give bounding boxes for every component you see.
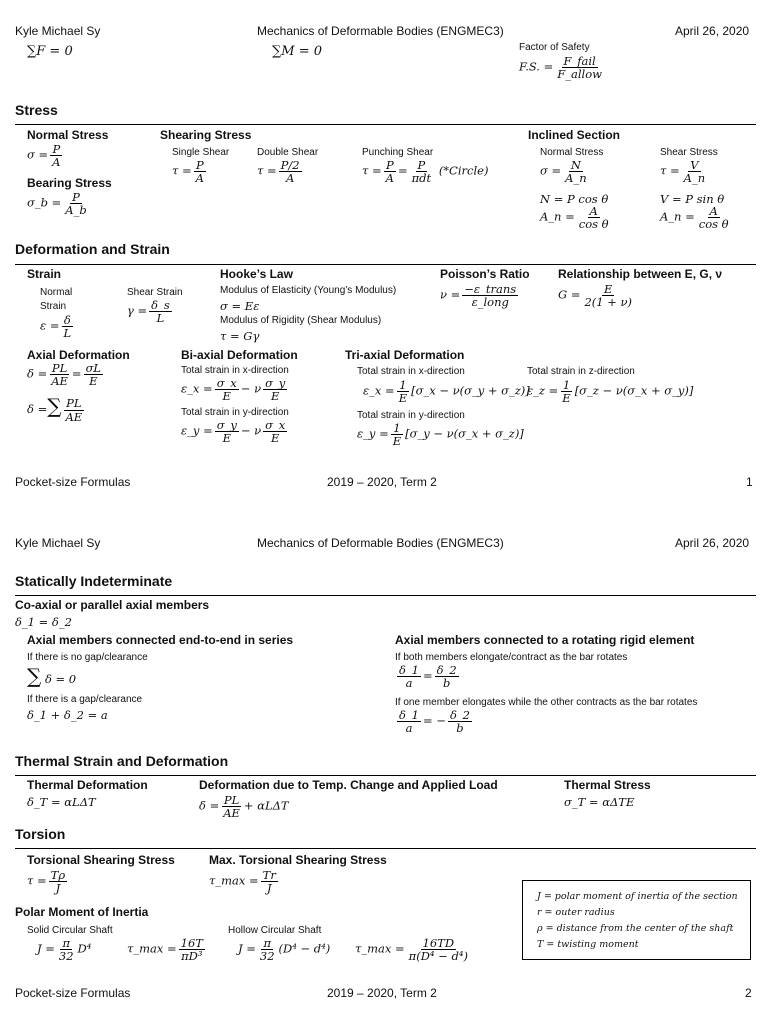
- biaxial-y-label: Total strain in y-direction: [181, 407, 289, 418]
- header-course: Mechanics of Deformable Bodies (ENGMEC3): [257, 536, 504, 550]
- axial-deformation-title: Axial Deformation: [27, 348, 130, 362]
- header-author: Kyle Michael Sy: [15, 24, 101, 38]
- triaxial-z-formula: ε_z = $\frac{1}{E}$ [σ_z − ν(σ_x + σ_y)]: [527, 378, 694, 406]
- section-deformation: Deformation and Strain: [15, 241, 170, 257]
- footer-page-number: 2: [745, 986, 752, 1000]
- footer-term: 2019 – 2020, Term 2: [327, 986, 437, 1000]
- section-thermal: Thermal Strain and Deformation: [15, 753, 229, 769]
- polar-moment-title: Polar Moment of Inertia: [15, 905, 149, 919]
- section-stress: Stress: [15, 102, 58, 118]
- triaxial-y-formula: ε_y = $\frac{1}{E}$ [σ_y − ν(σ_x + σ_z)]: [357, 421, 524, 449]
- poisson-ratio-title: Poisson’s Ratio: [440, 267, 530, 281]
- max-torsional-stress-title: Max. Torsional Shearing Stress: [209, 853, 387, 867]
- solid-max-stress-formula: τ_max = $\frac{16T}{\text{πD³}}$: [127, 936, 203, 964]
- strain-title: Strain: [27, 267, 62, 281]
- triaxial-z-label: Total strain in z-direction: [527, 366, 635, 377]
- section-indeterminate: Statically Indeterminate: [15, 573, 173, 589]
- sum-forces: ∑F = 0: [27, 44, 73, 59]
- variable-legend-box: [522, 880, 751, 960]
- poisson-ratio-formula: ν = $\frac{\text{−ε\_trans}}{\text{ε\_long}}$: [440, 282, 517, 310]
- legend-line: J = polar moment of inertia of the section: [537, 891, 738, 902]
- axial-deformation-formula: δ = $\frac{PL}{AE}$ = $\frac{\sigma L}{E}$: [27, 361, 102, 389]
- divider: [15, 264, 756, 265]
- inclined-normal-force: N = P cos θ: [540, 192, 609, 206]
- shear-strain-label: Shear Strain: [127, 287, 183, 298]
- coaxial-formula: δ_1 = δ_2: [15, 615, 72, 629]
- inclined-shear-area: A_n = $\frac{A}{\text{cos θ}}$: [660, 204, 729, 232]
- footer-left: Pocket-size Formulas: [15, 986, 131, 1000]
- sum-moments: ∑M = 0: [272, 44, 323, 59]
- no-gap-label: If there is no gap/clearance: [27, 652, 148, 663]
- triaxial-y-label: Total strain in y-direction: [357, 410, 465, 421]
- normal-stress-title: Normal Stress: [27, 128, 109, 142]
- fos-label: Factor of Safety: [519, 42, 590, 53]
- normal-strain-label-2: Strain: [40, 301, 67, 312]
- temp-load-title: Deformation due to Temp. Change and Applied Load: [199, 778, 498, 792]
- hookes-law-title: Hooke’s Law: [220, 267, 293, 281]
- bearing-stress-formula: σ_b = $\frac{P}{A\_b}$: [27, 190, 87, 218]
- gap-label: If there is a gap/clearance: [27, 694, 143, 705]
- triaxial-x-label: Total strain in x-direction: [357, 366, 465, 377]
- header-course: Mechanics of Deformable Bodies (ENGMEC3): [257, 24, 504, 38]
- young-modulus-formula: σ = Eε: [220, 299, 260, 313]
- shear-strain-formula: γ = $\frac{\delta\_s}{L}$: [127, 298, 170, 326]
- inclined-shear-label: Shear Stress: [660, 147, 718, 158]
- section-torsion: Torsion: [15, 826, 66, 842]
- inclined-normal-formula: σ = $\frac{N}{A\_n}$: [540, 158, 587, 186]
- hollow-max-stress-formula: τ_max = $\frac{16TD}{\text{π(D⁴ − d⁴)}}$: [355, 936, 468, 964]
- biaxial-deformation-title: Bi-axial Deformation: [181, 348, 298, 362]
- header-author: Kyle Michael Sy: [15, 536, 101, 550]
- bearing-stress-title: Bearing Stress: [27, 176, 112, 190]
- rigidity-modulus-label: Modulus of Rigidity (Shear Modulus): [220, 315, 382, 326]
- thermal-deformation-title: Thermal Deformation: [27, 778, 148, 792]
- biaxial-x-label: Total strain in x-direction: [181, 365, 289, 376]
- triaxial-x-formula: ε_x = $\frac{1}{E}$ [σ_x − ν(σ_y + σ_z)]: [363, 378, 530, 406]
- divider: [15, 848, 756, 849]
- triaxial-deformation-title: Tri-axial Deformation: [345, 348, 465, 362]
- fos-formula: F.S. = $\frac{\text{F\_fail}}{\text{F\_allow}}$: [519, 54, 602, 82]
- single-shear-label: Single Shear: [172, 147, 230, 158]
- max-torsional-stress-formula: τ_max = $\frac{Tr}{J}$: [209, 868, 276, 896]
- footer-term: 2019 – 2020, Term 2: [327, 475, 437, 489]
- shearing-stress-title: Shearing Stress: [160, 128, 252, 142]
- hollow-polar-formula: J = $\frac{\pi}{32}$ (D⁴ − d⁴): [238, 936, 331, 964]
- double-shear-formula: τ = $\frac{P/2}{A}$: [257, 158, 300, 186]
- inclined-section-title: Inclined Section: [528, 128, 621, 142]
- thermal-stress-title: Thermal Stress: [564, 778, 651, 792]
- punching-shear-formula: τ = $\frac{P}{A}$ = $\frac{P}{\text{πdt}}$ (*Circle): [362, 158, 489, 186]
- divider: [15, 124, 756, 125]
- hollow-shaft-label: Hollow Circular Shaft: [228, 925, 322, 936]
- coaxial-title: Co-axial or parallel axial members: [15, 598, 210, 612]
- relationship-title: Relationship between E, G, ν: [558, 267, 723, 281]
- divider: [15, 775, 756, 776]
- thermal-deformation-formula: δ_T = αLΔT: [27, 795, 96, 809]
- series-title: Axial members connected end-to-end in series: [27, 633, 294, 647]
- double-shear-label: Double Shear: [257, 147, 319, 158]
- legend-line: r = outer radius: [537, 907, 615, 918]
- header-date: April 26, 2020: [675, 24, 750, 38]
- rigid-element-title: Axial members connected to a rotating rigid element: [395, 633, 695, 647]
- inclined-normal-area: A_n = $\frac{A}{\text{cos θ}}$: [540, 204, 609, 232]
- punching-shear-label: Punching Shear: [362, 147, 434, 158]
- axial-deformation-sum-formula: δ =∑ $\frac{PL}{AE}$: [27, 394, 83, 424]
- biaxial-y-formula: ε_y = $\frac{\sigma\_y}{E}$ − ν $\frac{\sigma\_x}{E}$: [181, 418, 286, 446]
- both-members-label: If both members elongate/contract as the bar rotates: [395, 652, 628, 663]
- no-gap-formula: ∑ δ = 0: [27, 664, 77, 688]
- young-modulus-label: Modulus of Elasticity (Young’s Modulus): [220, 285, 397, 296]
- solid-shaft-label: Solid Circular Shaft: [27, 925, 113, 936]
- inclined-shear-formula: τ = $\frac{V}{A\_n}$: [660, 158, 706, 186]
- biaxial-x-formula: ε_x = $\frac{\sigma\_x}{E}$ − ν $\frac{\sigma\_y}{E}$: [181, 376, 286, 404]
- both-members-formula: $\frac{\delta\_1}{a}$ = $\frac{\delta\_2}{b}$: [399, 663, 457, 691]
- gap-formula: δ_1 + δ_2 = a: [27, 708, 108, 722]
- rigidity-modulus-formula: τ = Gγ: [220, 329, 260, 343]
- header-date: April 26, 2020: [675, 536, 750, 550]
- torsional-stress-title: Torsional Shearing Stress: [27, 853, 175, 867]
- footer-page-number: 1: [746, 475, 753, 489]
- normal-stress-formula: σ = $\frac{P}{A}$: [27, 142, 61, 170]
- inclined-normal-label: Normal Stress: [540, 147, 604, 158]
- divider: [15, 595, 756, 596]
- single-shear-formula: τ = $\frac{P}{A}$: [172, 158, 204, 186]
- normal-strain-label-1: Normal: [40, 287, 73, 298]
- thermal-stress-formula: σ_T = αΔTE: [564, 795, 635, 809]
- solid-polar-formula: J = $\frac{\pi}{32}$ D⁴: [37, 936, 92, 964]
- legend-line: ρ = distance from the center of the shaft: [537, 923, 734, 934]
- legend-line: T = twisting moment: [537, 939, 639, 950]
- temp-load-formula: δ = $\frac{PL}{AE}$ + αLΔT: [199, 793, 289, 821]
- inclined-shear-force: V = P sin θ: [660, 192, 725, 206]
- one-member-label: If one member elongates while the other contracts as the bar rotates: [395, 697, 698, 708]
- normal-strain-formula: ε = $\frac{\delta}{L}$: [40, 313, 72, 341]
- relationship-formula: G = $\frac{E}{2(1 + \nu)}$: [558, 282, 633, 310]
- torsional-stress-formula: τ = $\frac{T\rho}{J}$: [27, 868, 66, 896]
- footer-left: Pocket-size Formulas: [15, 475, 131, 489]
- one-member-formula: $\frac{\delta\_1}{a}$ = − $\frac{\delta\_2}{b}$: [399, 708, 470, 736]
